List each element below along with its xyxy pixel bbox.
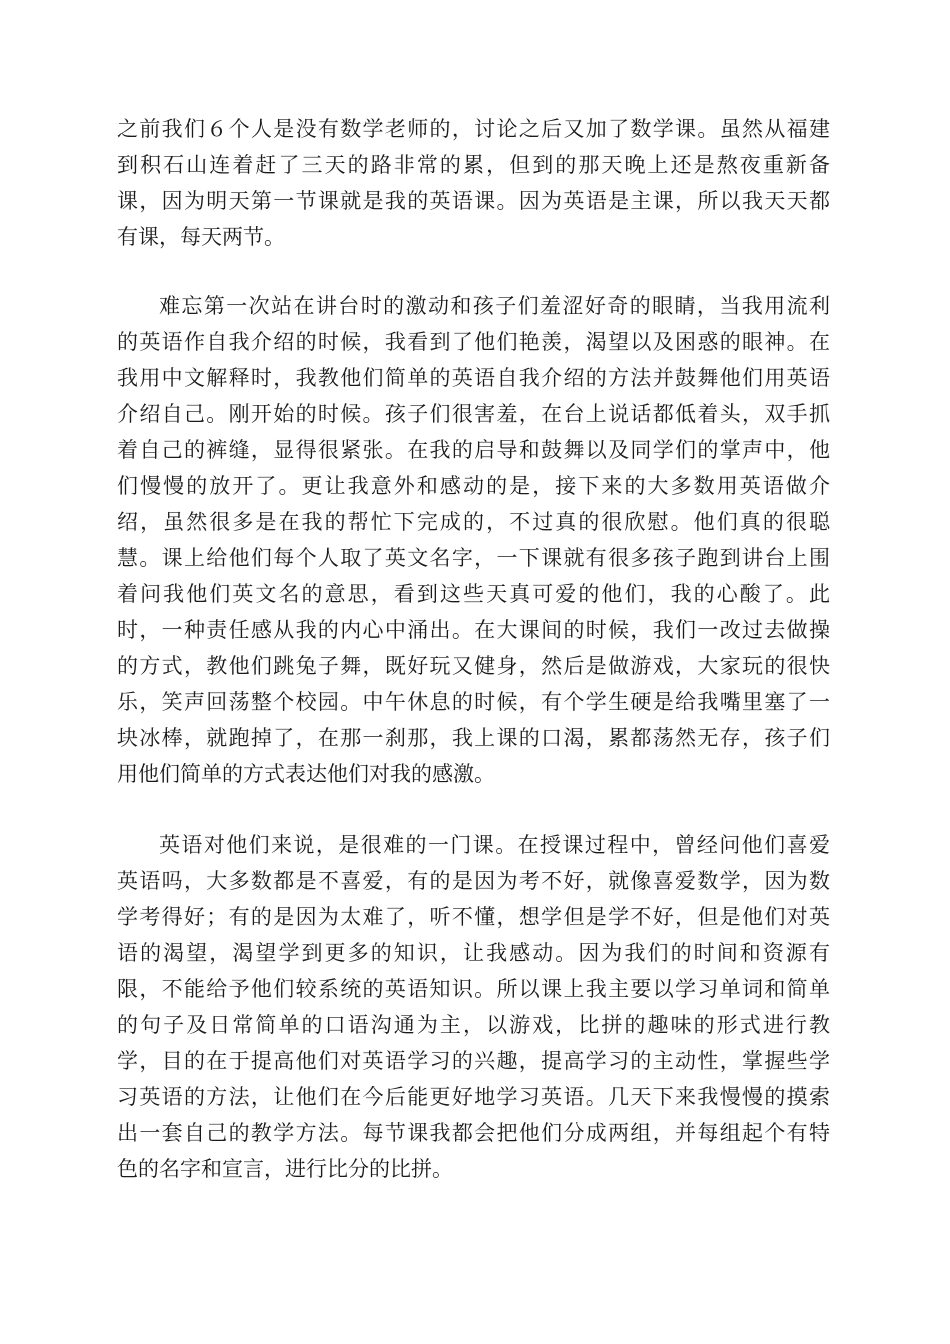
text-line: 着问我他们英文名的意思，看到这些天真可爱的他们，我的心酸了。此 xyxy=(117,582,830,606)
paragraph-2 xyxy=(117,288,830,792)
text-line: 学，目的在于提高他们对英语学习的兴趣，提高学习的主动性，掌握些学 xyxy=(117,1049,830,1073)
text-line: 介绍自己。刚开始的时候。孩子们很害羞，在台上说话都低着头，双手抓 xyxy=(117,402,830,426)
text-line: 们慢慢的放开了。更让我意外和感动的是，接下来的大多数用英语做介 xyxy=(117,474,830,498)
text-line: 我用中文解释时，我教他们简单的英语自我介绍的方法并鼓舞他们用英语 xyxy=(117,366,830,390)
paragraph-1 xyxy=(117,111,830,255)
text-line: 英语吗，大多数都是不喜爱，有的是因为考不好，就像喜爱数学，因为数 xyxy=(117,869,830,893)
paragraph-3 xyxy=(117,827,830,1187)
text-line: 乐，笑声回荡整个校园。中午休息的时候，有个学生硬是给我嘴里塞了一 xyxy=(117,690,830,714)
text-line: 色的名字和宣言，进行比分的比拼。 xyxy=(117,1157,453,1181)
text-line: 限，不能给予他们较系统的英语知识。所以课上我主要以学习单词和简单 xyxy=(117,977,830,1001)
text-line: 学考得好；有的是因为太难了，听不懂，想学但是学不好，但是他们对英 xyxy=(117,905,830,929)
text-line: 慧。课上给他们每个人取了英文名字，一下课就有很多孩子跑到讲台上围 xyxy=(117,546,830,570)
text-line: 有课，每天两节。 xyxy=(117,225,285,249)
text-line: 的方式，教他们跳兔子舞，既好玩又健身，然后是做游戏，大家玩的很快 xyxy=(117,654,830,678)
text-line: 的句子及日常简单的口语沟通为主，以游戏，比拼的趣味的形式进行教 xyxy=(117,1013,830,1037)
text-line: 时，一种责任感从我的内心中涌出。在大课间的时候，我们一改过去做操 xyxy=(117,618,830,642)
text-line: 着自己的裤缝，显得很紧张。在我的启导和鼓舞以及同学们的掌声中，他 xyxy=(117,438,830,462)
text-line: 到积石山连着赶了三天的路非常的累，但到的那天晚上还是熬夜重新备 xyxy=(117,153,830,177)
text-line: 绍，虽然很多是在我的帮忙下完成的，不过真的很欣慰。他们真的很聪 xyxy=(117,510,830,534)
text-line: 块冰棒，就跑掉了，在那一刹那，我上课的口渴，累都荡然无存，孩子们 xyxy=(117,726,830,750)
text-line: 的英语作自我介绍的时候，我看到了他们艳羡，渴望以及困惑的眼神。在 xyxy=(117,330,830,354)
text-line: 课，因为明天第一节课就是我的英语课。因为英语是主课，所以我天天都 xyxy=(117,189,830,213)
text-line: 习英语的方法，让他们在今后能更好地学习英语。几天下来我慢慢的摸索 xyxy=(117,1085,830,1109)
text-line: 语的渴望，渴望学到更多的知识，让我感动。因为我们的时间和资源有 xyxy=(117,941,830,965)
text-line: 之前我们６个人是没有数学老师的，讨论之后又加了数学课。虽然从福建 xyxy=(117,117,830,141)
text-line: 难忘第一次站在讲台时的激动和孩子们羞涩好奇的眼睛，当我用流利 xyxy=(159,294,830,318)
text-line: 出一套自己的教学方法。每节课我都会把他们分成两组，并每组起个有特 xyxy=(117,1121,830,1145)
text-line: 英语对他们来说，是很难的一门课。在授课过程中，曾经问他们喜爱 xyxy=(159,833,830,857)
text-line: 用他们简单的方式表达他们对我的感激。 xyxy=(117,762,495,786)
